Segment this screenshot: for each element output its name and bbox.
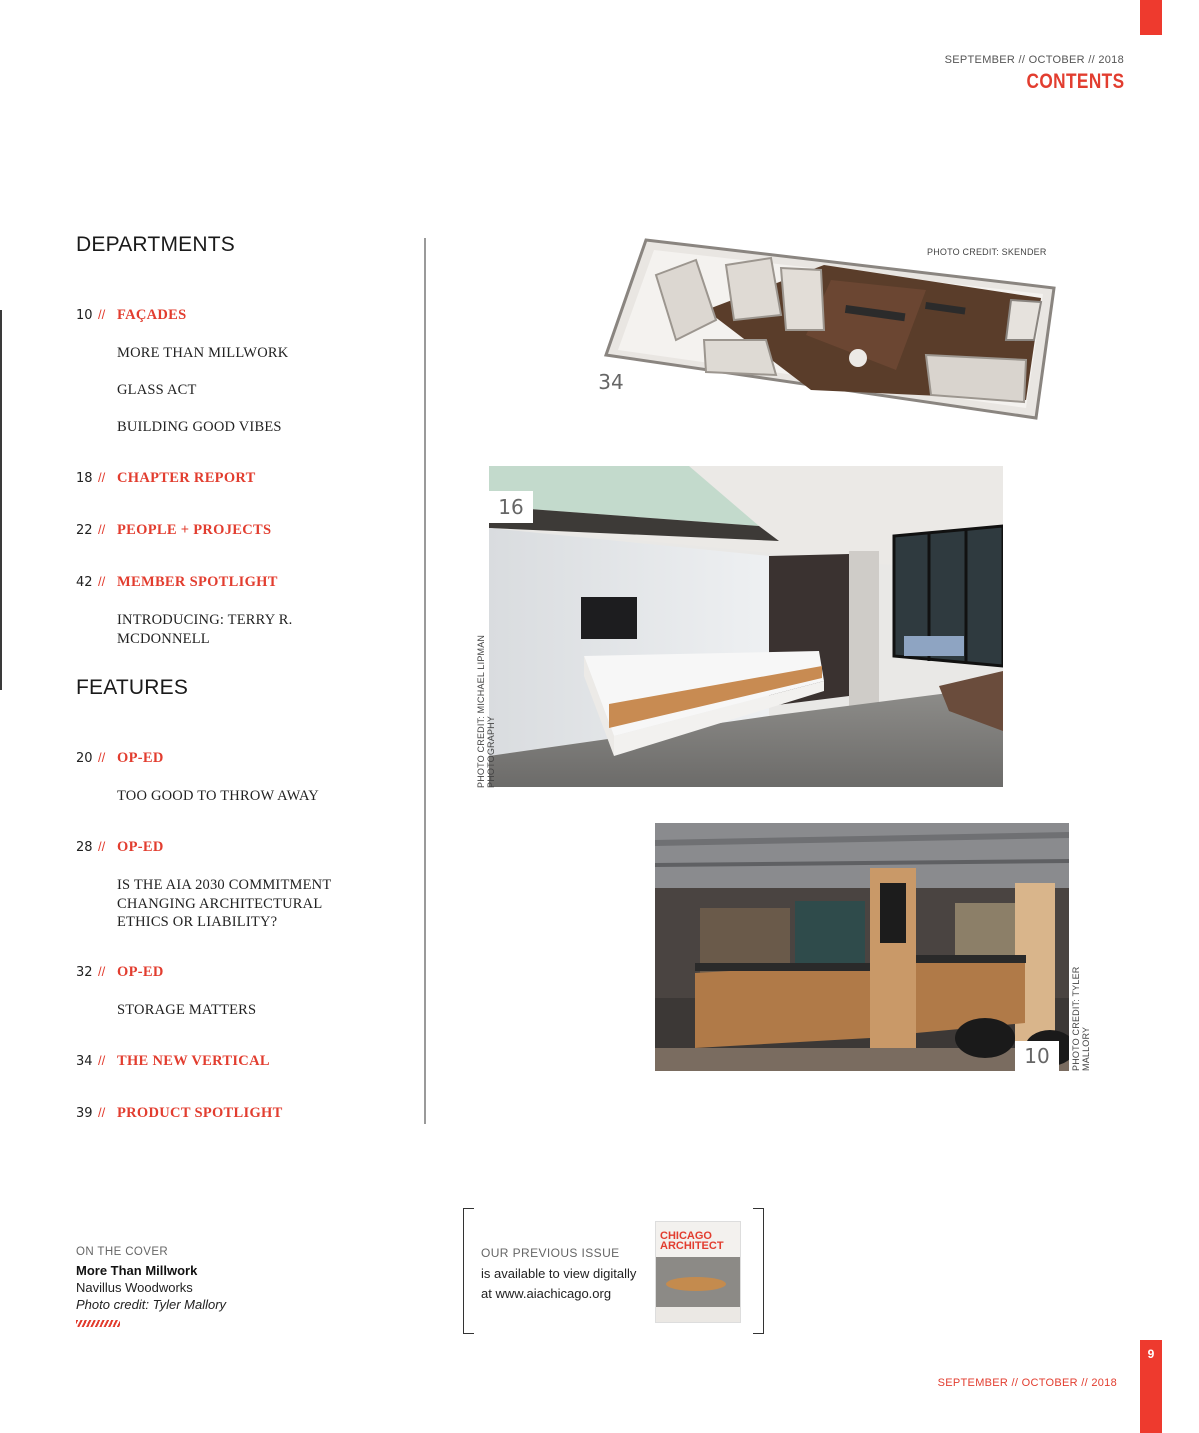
toc-subentry[interactable]: STORAGE MATTERS <box>117 1002 257 1018</box>
footer-issue-date: SEPTEMBER // OCTOBER // 2018 <box>937 1377 1117 1389</box>
entry-separator: // <box>98 522 106 537</box>
entry-category: MEMBER SPOTLIGHT <box>117 574 278 590</box>
cover-maker: Navillus Woodworks <box>76 1280 193 1295</box>
entry-separator: // <box>98 307 106 322</box>
previous-issue-label: OUR PREVIOUS ISSUE <box>481 1246 620 1260</box>
page-number-badge-34: 34 <box>598 370 624 394</box>
toc-subentry[interactable]: BUILDING GOOD VIBES <box>117 419 282 435</box>
cover-photo-credit: Photo credit: Tyler Mallory <box>76 1297 227 1312</box>
right-bracket <box>753 1208 764 1334</box>
cover-label: ON THE COVER <box>76 1246 169 1258</box>
photo-credit-skender: PHOTO CREDIT: SKENDER <box>927 247 1047 257</box>
page-title: CONTENTS <box>1026 70 1124 93</box>
photo-credit-mallory: PHOTO CREDIT: TYLER MALLORY <box>1071 966 1091 1071</box>
entry-category: OP-ED <box>117 750 164 766</box>
lobby-illustration <box>489 466 1003 787</box>
toc-entry-facades[interactable] <box>76 307 187 324</box>
toc-subentry[interactable]: MORE THAN MILLWORK <box>117 345 289 361</box>
toc-subentry[interactable]: GLASS ACT <box>117 382 197 398</box>
floorplan-image[interactable] <box>596 190 1088 420</box>
cafe-illustration <box>655 823 1069 1071</box>
lobby-image[interactable] <box>489 466 1003 787</box>
entry-page-number: 32 <box>76 965 93 980</box>
toc-entry-op-ed-20[interactable] <box>76 750 164 767</box>
entry-page-number: 42 <box>76 575 93 590</box>
entry-separator: // <box>98 574 106 589</box>
entry-page-number: 39 <box>76 1106 93 1121</box>
toc-subentry[interactable]: INTRODUCING: TERRY R. MCDONNELL <box>117 612 293 647</box>
entry-category: OP-ED <box>117 964 164 980</box>
entry-separator: // <box>98 1105 106 1120</box>
toc-entry-chapter-report[interactable] <box>76 470 256 487</box>
entry-category: THE NEW VERTICAL <box>117 1053 270 1069</box>
toc-entry-member-spotlight[interactable] <box>76 574 278 591</box>
entry-page-number: 18 <box>76 471 93 486</box>
entry-separator: // <box>98 470 106 485</box>
entry-category: OP-ED <box>117 839 164 855</box>
toc-entry-op-ed-28[interactable] <box>76 839 164 856</box>
toc-entry-op-ed-32[interactable] <box>76 964 164 981</box>
photo-credit-lipman: PHOTO CREDIT: MICHAEL LIPMAN PHOTOGRAPHY <box>476 634 496 788</box>
entry-page-number: 34 <box>76 1054 93 1069</box>
page-number: 9 <box>1147 1347 1155 1361</box>
toc-entry-new-vertical[interactable] <box>76 1053 270 1070</box>
previous-issue-link[interactable]: at www.aiachicago.org <box>481 1286 612 1301</box>
left-page-edge <box>0 310 2 690</box>
previous-issue-thumbnail[interactable] <box>655 1221 741 1323</box>
header-issue-date: SEPTEMBER // OCTOBER // 2018 <box>944 54 1124 66</box>
departments-heading: DEPARTMENTS <box>76 233 235 256</box>
toc-entry-product-spotlight[interactable] <box>76 1105 283 1122</box>
entry-category: PEOPLE + PROJECTS <box>117 522 272 538</box>
cafe-image[interactable] <box>655 823 1069 1071</box>
column-divider <box>424 238 426 1124</box>
entry-category: CHAPTER REPORT <box>117 470 256 486</box>
entry-separator: // <box>98 1053 106 1068</box>
previous-issue-text: is available to view digitally <box>481 1266 637 1281</box>
features-heading: FEATURES <box>76 676 189 699</box>
entry-page-number: 22 <box>76 523 93 538</box>
entry-separator: // <box>98 750 106 765</box>
entry-separator: // <box>98 839 106 854</box>
entry-category: FAÇADES <box>117 307 187 323</box>
entry-page-number: 28 <box>76 840 93 855</box>
thumb-title-2: ARCHITECT <box>660 1240 724 1252</box>
cover-title: More Than Millwork <box>76 1263 198 1278</box>
entry-separator: // <box>98 964 106 979</box>
page-number-badge-16: 16 <box>489 491 533 523</box>
floorplan-illustration <box>596 190 1088 420</box>
page-number-badge-10: 10 <box>1015 1041 1059 1071</box>
toc-subentry[interactable]: TOO GOOD TO THROW AWAY <box>117 788 319 804</box>
top-red-tab <box>1140 0 1162 35</box>
thumb-title-1: CHICAGO <box>660 1230 712 1242</box>
left-bracket <box>463 1208 474 1334</box>
entry-page-number: 20 <box>76 751 93 766</box>
toc-entry-people-projects[interactable] <box>76 522 271 539</box>
entry-category: PRODUCT SPOTLIGHT <box>117 1105 283 1121</box>
toc-subentry[interactable]: IS THE AIA 2030 COMMITMENT CHANGING ARCHITECTURAL ETHICS OR LIABILITY? <box>117 877 332 930</box>
entry-page-number: 10 <box>76 308 93 323</box>
red-hatch-mark <box>76 1320 120 1327</box>
